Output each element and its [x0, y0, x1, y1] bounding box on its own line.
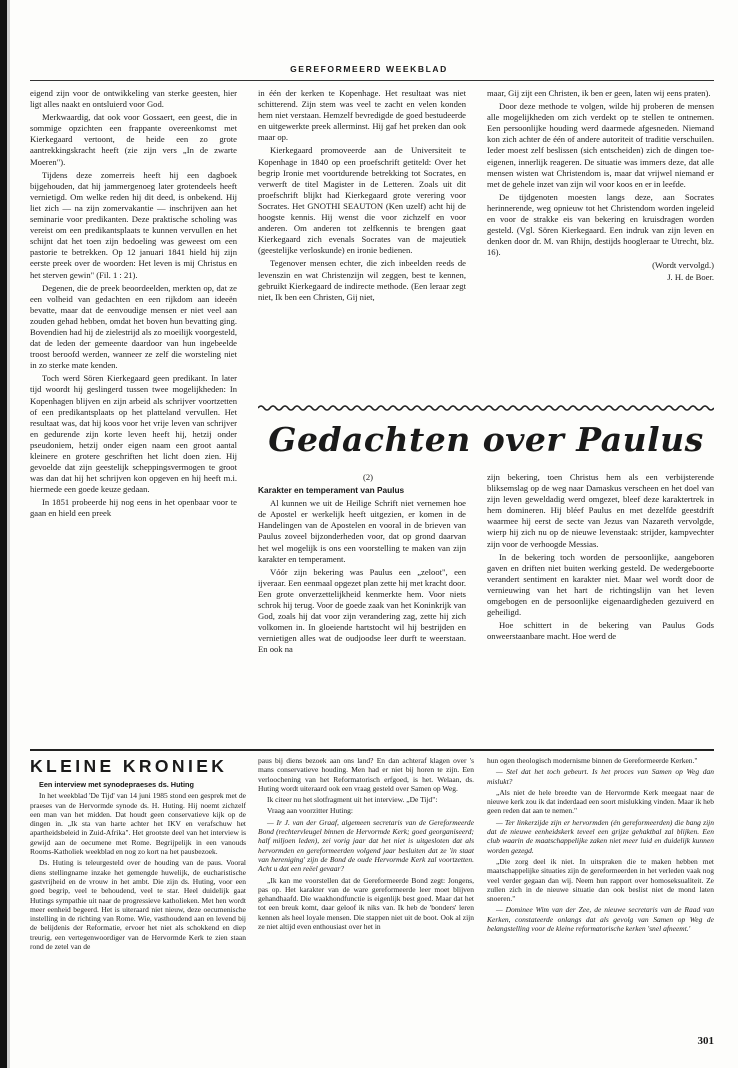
paragraph: Al kunnen we uit de Heilige Schrift niet vernemen hoe de Apostel er werkelijk heeft uitgezien, er komen in de Handelingen van de Apostelen en vooral in de brieven van Paulus zoveel bijzonderheden voor, dat op grond daarvan het wel mogelijk is ons een voorstelling te maken van zijn karakter en temperament. — [258, 498, 466, 564]
paragraph: — Ir J. van der Graaf, algemeen secretaris van de Gereformeerde Bond (rechtervleugel binnen de Hervormde Kerk; goed georganiseerd; half miljoen leden), zei vorig jaar dat het niet is uitgesloten dat als hervormden en gereformeerden volgend jaar besluiten dat ze 'in staat van hereniging' zijn de Bond de oude Hervormde Kerk zal voortzetten. Acht u dat een reëel gevaar? — [258, 817, 474, 874]
wavy-divider — [258, 403, 714, 413]
paragraph: Toch werd Sören Kierkegaard geen predikant. In later tijd woordt hij geslingerd tussen twee mogelijkheden: In Kopenhagen blijven en zijn arbeid als schrijver voortzetten of een predikantsplaats op het platteland vervullen. Het resultaat was, dat hij koos voor het vrije leven van schrijver en gedurende zijn korte leven heeft hij, hetzij onder pseudoniem, hetzij onder eigen naam een groot aantal kleinere en grotere geschriften het licht doen zien. Hij gevoelde dat zijn geestelijk scheppingsvermogen te groot was dan dat hij het schrijven kon opgeven en hij heeft m.i. hiermede een goede keuze gedaan. — [30, 373, 237, 495]
paragraph: eigend zijn voor de ontwikkeling van sterke geesten, hier ligt alles naakt en ontsluierd voor God. — [30, 88, 237, 110]
paragraph: Kierkegaard promoveerde aan de Universiteit te Kopenhage in 1840 op een proefschrift getiteld: Over het begrip Ironie met voortdurende betrekking tot Socrates, en verwerft de titel Magister in de Letteren. Zoals uit dit proefschrift blijkt had Kierkegaard grote verering voor Socrates. Het GNOTHI SEAUTON (Ken uzelf) acht hij de hoogste kennis. Hij wenst die voor zichzelf en voor anderen. Om anderen tot zelfkennis te brengen gaat Kierkegaard zich evenals Socrates van de majeutiek (geestelijke verloskunde) en ironie bedienen. — [258, 145, 466, 256]
paragraph: zijn bekering, toen Christus hem als een verbijsterende bliksemslag op de weg naar Damaskus verscheen en het doel van zijn leven geweldadig werd omgezet, bleef deze karaktertrek in hem domineren. Hij bléef Paulus en met dezelfde geestdrift waarmee hij eerst de secte van Jezus van Nazareth vervolgde, wierp hij zich nu op de nieuwe levenstaak: strijder, kampvechter zijn voor de verhoogde Messias. — [487, 472, 714, 549]
article2-subheading: Karakter en temperament van Paulus — [258, 485, 405, 496]
paragraph: Degenen, die de preek beoordeelden, merkten op, dat ze een volheid van gedachten en een rijkdom aan ideeën bevatte, maar dat de eenvoudige mensen er niet veel aan zouden gehad hebben, omdat het boven hun bevatting ging. Bovendien had hij de zielestrijd als zo moeilijk voorgesteld, dat de leden der gemeente daardoor van hun ingebeelde troost beroofd werden, wanneer ze zelf die worsteling niet in zo sterke mate kenden. — [30, 282, 237, 371]
section-rule — [30, 749, 714, 751]
paragraph: „Als niet de hele breedte van de Hervormde Kerk meegaat naar de nieuwe kerk zou ik dat inderdaad een soort mislukking vinden. Maar ik heb geen reden dat aan te nemen." — [487, 787, 714, 816]
kroniek-column-2 — [258, 756, 474, 933]
paragraph: — Ter linkerzijde zijn er hervormden (én gereformeerden) die bang zijn dat de nieuwe eenheidskerk teveel een grijze gehaktbal zal blijken. Een club waarin de maatschappelijke zaken niet meer luid en duidelijk kunnen worden gezegd. — [487, 817, 714, 855]
running-header: GEREFORMEERD WEEKBLAD — [290, 64, 448, 74]
article1-column-3 — [487, 88, 714, 283]
paragraph: „Die zorg deel ik niet. In uitspraken die te maken hebben met maatschappelijke situaties zijn de gereformeerden in het verleden vaak nog veel verder gegaan dan wij. Neem hun rapport over homoseksualiteit. Ze zullen zich in de nieuwe situatie dan ook beslist niet de mond laten snoeren." — [487, 856, 714, 904]
article1-column-1 — [30, 88, 237, 522]
paragraph: Ds. Huting is teleurgesteld over de houding van de paus. Vooral diens stellingname inzake het gemengde huwelijk, de eucharistische gastvrijheid en de vrouw in het ambt. Die zijn ds. Huting, voor een goed begrip, veel te behoudend, veel te star. Heel duidelijk gaat Hutings sympathie uit naar de progressieve katholieken. Met hen wordt meer eenheid begeerd. Het is uiteraard niet nieuw, deze oecumenische instelling in de richting van Rome. Wie, vasthoudend aan en levend bij de belijdenis der Reformatie, ervoer het niet als schokkend en diep treurig, een vertegenwoordiger van de Hervormde Kerk te zien staan rond de zetel van de — [30, 858, 246, 952]
binding-shadow — [7, 0, 10, 1068]
binding-edge — [0, 0, 7, 1068]
paragraph: in één der kerken te Kopenhage. Het resultaat was niet schitterend. Zijn stem was veel te zacht en velen konden hem niet verstaan. Hemzelf bevredigde de goed bestudeerde en uitgewerkte preek allerminst. Hij gaf het preken dan ook maar op. — [258, 88, 466, 143]
header-rule — [30, 80, 714, 81]
page-number: 301 — [697, 1035, 714, 1047]
kroniek-title: KLEINE KRONIEK — [30, 756, 228, 776]
paragraph: Merkwaardig, dat ook voor Gossaert, een geest, die in sommige opzichten een frappante overeenkomst met Kierkegaard vertoont, de heide een zo grote aantrekkingskracht heeft (zie zijn vers „In de zwarte Moeren"). — [30, 112, 237, 167]
author-signature: J. H. de Boer. — [667, 271, 714, 282]
article1-column-2 — [258, 88, 466, 305]
paragraph: hun ogen theologisch modernisme binnen de Gereformeerde Kerken." — [487, 756, 698, 765]
paragraph: — Dominee Wim van der Zee, de nieuwe secretaris van de Raad van Kerken, constateerde onlangs dat als gevolg van Samen op Weg de belangstelling voor de kleine reformatorische kerken 'snel afneemt.' — [487, 905, 714, 934]
paragraph: Door deze methode te volgen, wilde hij proberen de mensen alle mogelijkheden om zich verdekt op te stellen te ontnemen. Een persoonlijke houding werd daarmede afgesneden. Niemand kon zich achter de één of andere autoriteit of traditie verschuilen. Ieder moest zelf beslissen (sich entscheiden) zich de dingen toe-eigenen, innerlijk reageren. De situatie was immers deze, dat alle mensen wisten wat Christendom is, maar dat vrijwel niemand er met de gehele inzet van zijn wil voor koos en er in leefde. — [487, 101, 714, 189]
paragraph: Vóór zijn bekering was Paulus een „zeloot", een ijveraar. Een eenmaal opgezet plan zette hij met kracht door. Een grote onverzettelijkheid kenmerkte hem. Voor niets schrok hij terug. Voor de goede zaak van het Koninkrijk van God, zoals hij dat voor zijn verandering zag, zette hij zich volkomen in. In gloeiende hartstocht wil hij bestrijden en vernietigen alles wat de oudjoodse leer durft te weerstaan. En ook na — [258, 566, 466, 655]
paragraph: In 1851 probeerde hij nog eens in het openbaar voor te gaan en hield een preek — [30, 497, 237, 519]
article2-column-1 — [258, 472, 466, 658]
kroniek-subheading: Een interview met synodepraeses ds. Huting — [39, 780, 194, 789]
paragraph: In de bekering toch worden de persoonlijke, aangeboren gaven en driften niet buiten werking gesteld. De wedergeboorte verandert sentiment en karakter niet. Maar wel wordt door de vernieuwing van het hart de richtingslijn van het leven omgebogen en de persoonlijke eigenaardigheden gezuiverd en geheiligd. — [487, 551, 714, 618]
article2-column-2 — [487, 472, 714, 644]
paragraph: maar, Gij zijt een Christen, ik ben er geen, laten wij eens praten). — [487, 88, 711, 98]
paragraph: — Stel dat het toch gebeurt. Is het proces van Samen op Weg dan mislukt? — [487, 767, 714, 786]
paragraph: Vraag aan voorzitter Huting: — [267, 806, 353, 816]
paragraph: Hoe schittert in de bekering van Paulus Gods onweerstaanbare macht. Hoe werd de — [487, 620, 714, 642]
paragraph: Ik citeer nu het slotfragment uit het interview. „De Tijd": — [267, 795, 438, 805]
paragraph: Tijdens deze zomerreis heeft hij een dagboek bijgehouden, dat hij jammergenoeg later grotendeels heeft vernietigd. Om welke reden hij dit deed, is onbekend. Hij liet zich — na zijn zomervakantie — inschrijven aan het seminarie voor predikanten. Deze praktische scholing was vereist om een predikantsplaats te kunnen vervullen en het schijnt dat het toen zijn bedoeling was geweest om een pastorie te betrekken. Op 12 januari 1841 hield hij zijn eerste preek over de woorden: Het leven is mij Christus en het sterven gewin" (Fil. 1 : 21). — [30, 169, 237, 280]
kroniek-column-1 — [30, 780, 246, 953]
paragraph: De tijdgenoten moesten langs deze, aan Socrates herinnerende, weg opnieuw tot het Christendom worden ingeleid en voor de strakke eis van bekering en kruisdragen worden gesteld. (Vgl. Sören Kierkegaard. Een indruk van zijn leven en denken door dr. M. van Rhijn, destijds hoogleraar te Utrecht, blz. 16). — [487, 191, 714, 258]
section-number: (2) — [362, 472, 374, 482]
article2-title: Gedachten over Paulus — [268, 420, 704, 459]
paragraph: „Ik kan me voorstellen dat de Gereformeerde Bond zegt: Jongens, pas op. Het karakter van de ware gereformeerde leer moet blijven gehandhaafd. Die waakhondfunctie is eigenlijk best goed. Maar dat het tot een breuk komt, daar geloof ik niks van. Ik heb de 'bonders' leren kennen als heel loyale mensen. Die stappen niet uit de boot. Ook al zijn ze niet altijd even enthousiast over het in — [258, 875, 474, 932]
paragraph: paus bij diens bezoek aan ons land? En dan achteraf klagen over 's mans conservatieve houding. Men had er niet bij horen te zijn. Een verloochening van het Reformatorisch erfgoed, is het. Welaan, ds. Huting wordt uiteraard ook een vraag gesteld over Samen op Weg. — [258, 756, 474, 793]
continued-note: (Wordt vervolgd.) — [652, 260, 714, 271]
paragraph: In het weekblad 'De Tijd' van 14 juni 1985 stond een gesprek met de praeses van de Hervormde synode ds. H. Huting. Hij noemt zichzelf een man van het midden. Dat houdt geen conservatieve kijk op de dingen in. „Ik sta van harte achter het IKV en verafschuw het apartheidsbeleid in Zuid-Afrika". Het grootste deel van het interview is gewijd aan de oecumene met Rome. Begrijpelijk in een vanouds Rooms-Katholiek weekblad en nog zo kort na het pausbezoek. — [30, 791, 246, 857]
paragraph: Tegenover mensen echter, die zich inbeelden reeds de levenszin en wat Christenzijn wil zeggen, best te kennen, gebruikt Kierkegaard de indirecte methode. (Een leraar zegt niet, Ik ben een Christen, Gij niet, — [258, 258, 466, 302]
kroniek-column-3 — [487, 756, 714, 935]
